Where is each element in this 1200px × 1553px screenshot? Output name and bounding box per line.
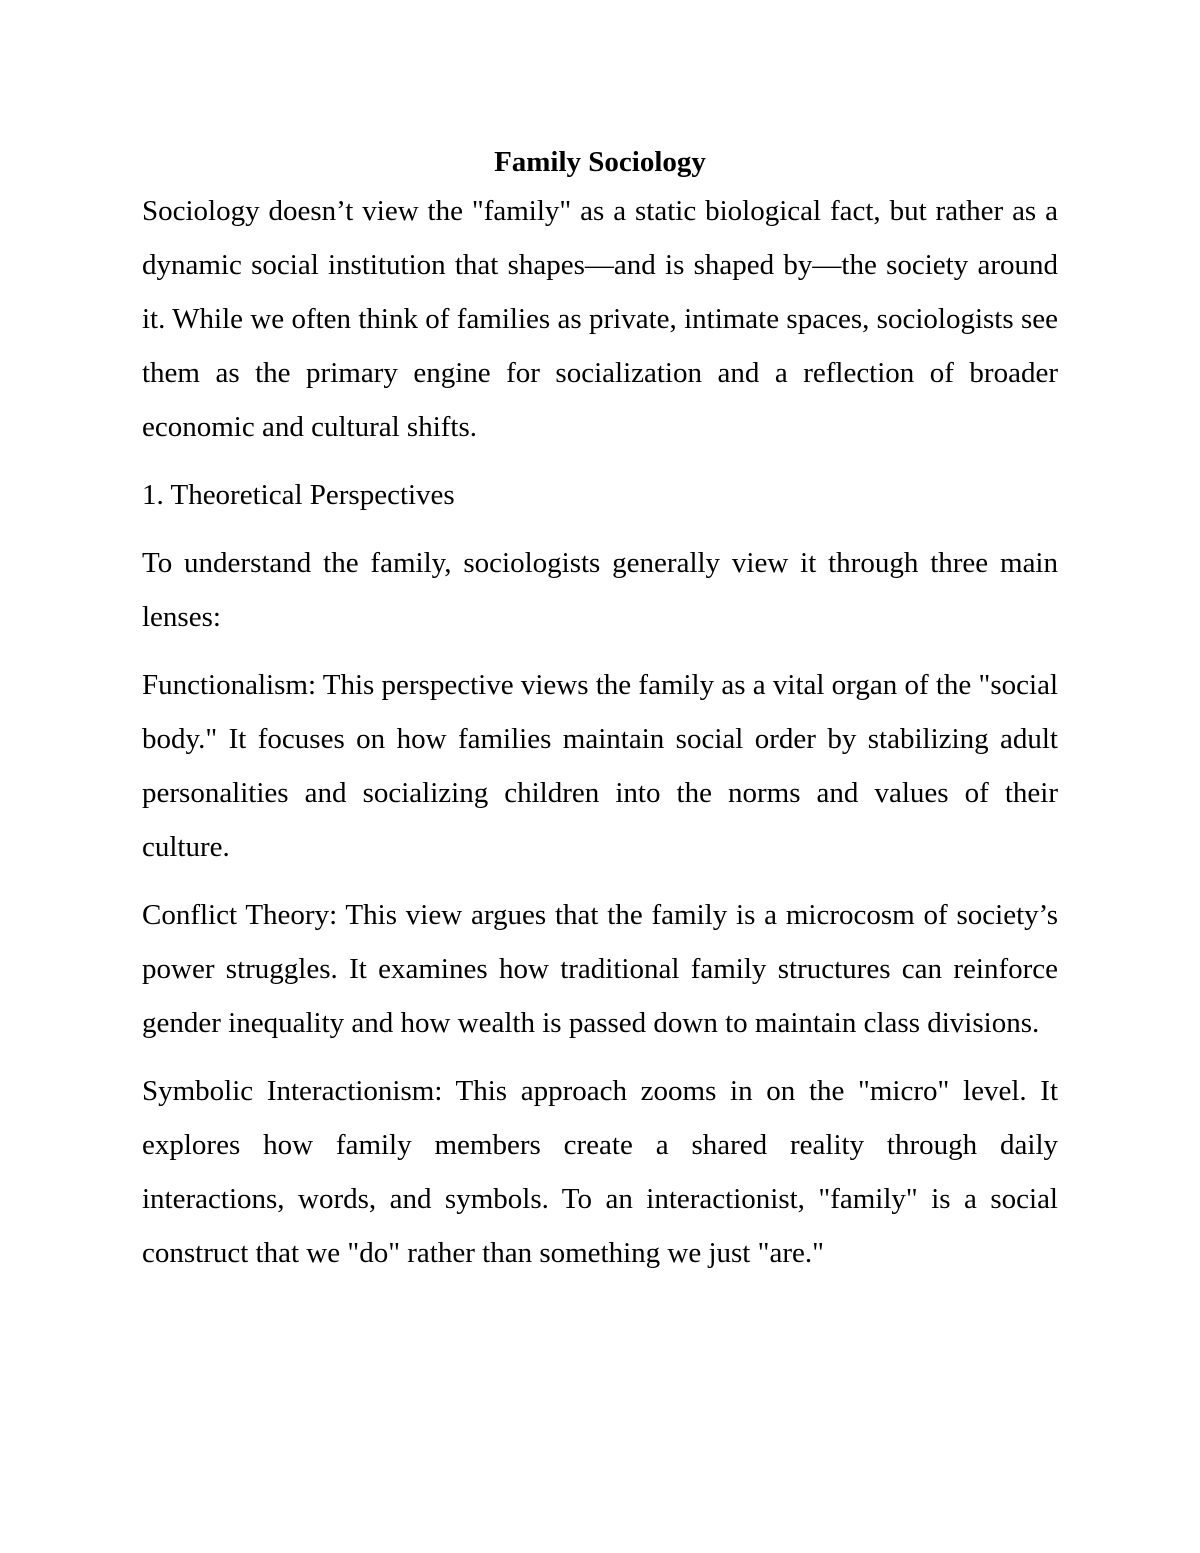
perspective-symbolic-interactionism: Symbolic Interactionism: This approach zooms in on the "micro" level. It explores how family members create a shared reality through daily interactions, words, and symbols. To an interactionist, "family" is a social construct that we "do" rather than something we just "are." [142,1075,1058,1269]
perspective-conflict-theory: Conflict Theory: This view argues that the family is a microcosm of society’s power struggles. It examines how traditional family structures can reinforce gender inequality and how wealth is passed down to maintain class divisions. [142,899,1058,1039]
lead-paragraph: To understand the family, sociologists generally view it through three main lenses: [142,547,1058,633]
perspective-functionalism: Functionalism: This perspective views the family as a vital organ of the "social body." It focuses on how families maintain social order by stabilizing adult personalities and socializing children into the norms and values of their culture. [142,669,1059,863]
intro-paragraph: Sociology doesn’t view the "family" as a static biological fact, but rather as a dynamic social institution that shapes—and is shaped by—the society around it. While we often think of families as private, intimate spaces, sociologists see them as the primary engine for socialization and a reflection of broader economic and cultural shifts. [142,195,1058,443]
document-title: Family Sociology [494,146,706,178]
document-body [142,140,1058,1280]
section-heading: 1. Theoretical Perspectives [142,479,455,511]
